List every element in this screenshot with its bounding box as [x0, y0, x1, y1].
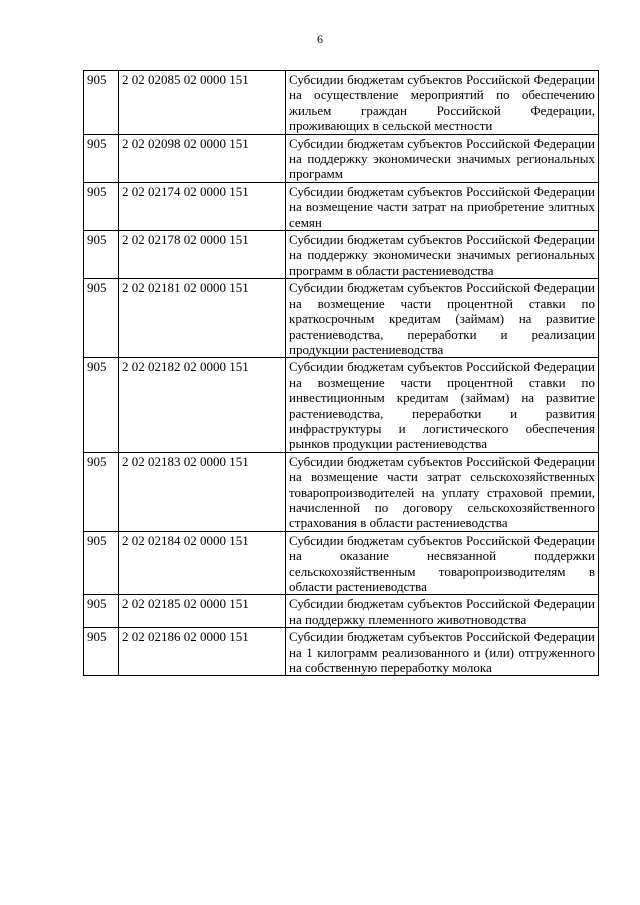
budget-classification-table [83, 70, 599, 676]
description-cell: Субсидии бюджетам субъектов Российской Федерации на возмещение части процентной ставки по краткосрочным кредитам (займам) на развитие растениеводства, переработки и реализации продукции растениеводства [286, 279, 599, 358]
table-row [84, 279, 599, 358]
admin-code-cell: 905 [84, 595, 119, 628]
budget-code-cell: 2 02 02085 02 0000 151 [119, 71, 286, 135]
budget-code-cell: 2 02 02186 02 0000 151 [119, 628, 286, 676]
admin-code-cell: 905 [84, 452, 119, 531]
description-cell: Субсидии бюджетам субъектов Российской Федерации на 1 килограмм реализованного и (или) отгруженного на собственную переработку молока [286, 628, 599, 676]
table-row [84, 531, 599, 595]
description-cell: Субсидии бюджетам субъектов Российской Федерации на возмещение части процентной ставки по инвестиционным кредитам (займам) на развитие растениеводства, переработки и развития инфраструктуры и логистического обеспечения рынков продукции растениеводства [286, 358, 599, 452]
admin-code-cell: 905 [84, 531, 119, 595]
admin-code-cell: 905 [84, 134, 119, 182]
admin-code-cell: 905 [84, 182, 119, 230]
table-row [84, 231, 599, 279]
budget-code-cell: 2 02 02184 02 0000 151 [119, 531, 286, 595]
page-number: 6 [317, 32, 323, 46]
description-cell: Субсидии бюджетам субъектов Российской Федерации на возмещение части затрат сельскохозяйственных товаропроизводителей на уплату страховой премии, начисленной по договору сельскохозяйственного страхования в области растениеводства [286, 452, 599, 531]
table-row [84, 628, 599, 676]
budget-code-cell: 2 02 02178 02 0000 151 [119, 231, 286, 279]
table-row [84, 452, 599, 531]
budget-code-cell: 2 02 02185 02 0000 151 [119, 595, 286, 628]
budget-code-cell: 2 02 02174 02 0000 151 [119, 182, 286, 230]
admin-code-cell: 905 [84, 628, 119, 676]
budget-code-cell: 2 02 02183 02 0000 151 [119, 452, 286, 531]
table-row [84, 182, 599, 230]
budget-code-cell: 2 02 02182 02 0000 151 [119, 358, 286, 452]
admin-code-cell: 905 [84, 358, 119, 452]
description-cell: Субсидии бюджетам субъектов Российской Федерации на поддержку экономически значимых региональных программ [286, 134, 599, 182]
budget-code-cell: 2 02 02098 02 0000 151 [119, 134, 286, 182]
admin-code-cell: 905 [84, 231, 119, 279]
description-cell: Субсидии бюджетам субъектов Российской Федерации на возмещение части затрат на приобретение элитных семян [286, 182, 599, 230]
admin-code-cell: 905 [84, 71, 119, 135]
budget-code-cell: 2 02 02181 02 0000 151 [119, 279, 286, 358]
description-cell: Субсидии бюджетам субъектов Российской Федерации на оказание несвязанной поддержки сельскохозяйственным товаропроизводителям в области растениеводства [286, 531, 599, 595]
description-cell: Субсидии бюджетам субъектов Российской Федерации на осуществление мероприятий по обеспечению жильем граждан Российской Федерации, проживающих в сельской местности [286, 71, 599, 135]
table-row [84, 358, 599, 452]
description-cell: Субсидии бюджетам субъектов Российской Федерации на поддержку экономически значимых региональных программ в области растениеводства [286, 231, 599, 279]
table-row [84, 595, 599, 628]
table-row [84, 71, 599, 135]
table-row [84, 134, 599, 182]
admin-code-cell: 905 [84, 279, 119, 358]
description-cell: Субсидии бюджетам субъектов Российской Федерации на поддержку племенного животноводства [286, 595, 599, 628]
